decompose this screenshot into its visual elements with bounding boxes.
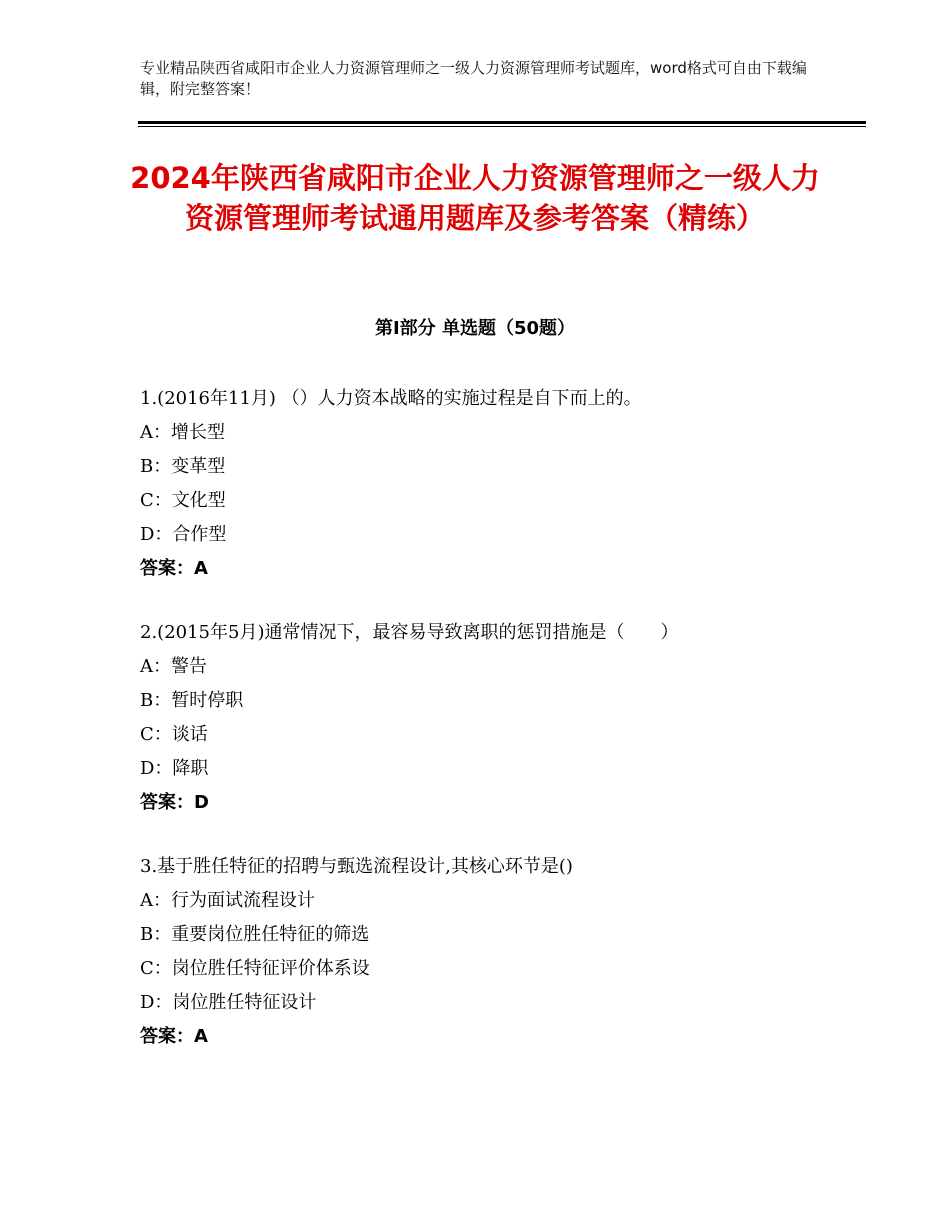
option-c: C：谈话 [140, 724, 208, 745]
page-header-text: 专业精品陕西省咸阳市企业人力资源管理师之一级人力资源管理师考试题库，word格式可自由下载编辑，附完整答案！ [140, 59, 807, 98]
option-d: D：合作型 [140, 524, 227, 545]
question-stem: 2.(2015年5月)通常情况下，最容易导致离职的惩罚措施是（ ） [140, 622, 679, 643]
header-divider-thick [138, 121, 866, 124]
option-d: D：降职 [140, 758, 209, 779]
question-stem: 3.基于胜任特征的招聘与甄选流程设计,其核心环节是() [140, 856, 573, 877]
answer-key: 答案：D [140, 792, 209, 813]
header-divider-thin [138, 126, 866, 127]
answer-key: 答案：A [140, 1026, 208, 1047]
option-d: D：岗位胜任特征设计 [140, 992, 317, 1013]
option-a: A：行为面试流程设计 [140, 890, 315, 911]
question-list [140, 382, 840, 1084]
option-c: C：文化型 [140, 490, 226, 511]
option-a: A：增长型 [140, 422, 225, 443]
option-a: A：警告 [140, 656, 207, 677]
question-2 [140, 616, 840, 820]
answer-key: 答案：A [140, 558, 208, 579]
option-b: B：暂时停职 [140, 690, 244, 711]
header-divider [138, 121, 866, 127]
document-title: 2024年陕西省咸阳市企业人力资源管理师之一级人力资源管理师考试通用题库及参考答案（精练） [130, 161, 820, 235]
option-b: B：重要岗位胜任特征的筛选 [140, 924, 370, 945]
option-c: C：岗位胜任特征评价体系设 [140, 958, 370, 979]
section-title: 第Ⅰ部分 单选题（50题） [374, 318, 575, 339]
question-1 [140, 382, 840, 586]
question-3 [140, 850, 840, 1054]
option-b: B：变革型 [140, 456, 226, 477]
question-stem: 1.(2016年11月) （）人力资本战略的实施过程是自下而上的。 [140, 388, 642, 409]
